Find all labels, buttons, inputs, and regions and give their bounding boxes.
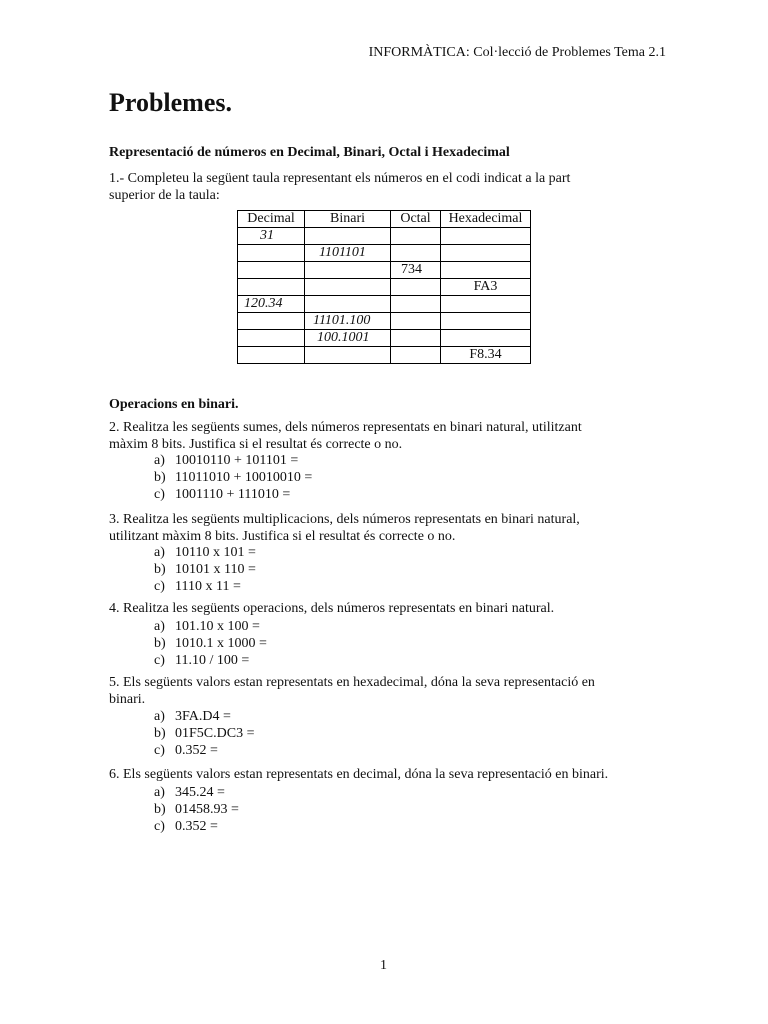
list-item bbox=[154, 818, 239, 835]
problem-1-line-2: superior de la taula: bbox=[109, 188, 220, 203]
column-header-octal: Octal bbox=[391, 211, 441, 228]
item-text: 01F5C.DC3 = bbox=[175, 726, 255, 741]
table-cell bbox=[391, 245, 441, 262]
list-item bbox=[154, 578, 256, 595]
conversion-table bbox=[237, 210, 531, 364]
item-label: c) bbox=[154, 579, 165, 594]
table-row bbox=[238, 313, 531, 330]
column-header-binari: Binari bbox=[305, 211, 391, 228]
table-cell bbox=[238, 279, 305, 296]
table-cell bbox=[305, 347, 391, 364]
table-cell bbox=[441, 313, 531, 330]
item-label: b) bbox=[154, 562, 166, 577]
table-cell bbox=[441, 245, 531, 262]
list-item bbox=[154, 561, 256, 578]
problem-3-line-2: utilitzant màxim 8 bits. Justifica si el resultat és correcte o no. bbox=[109, 529, 456, 544]
problem-5-line-1: 5. Els següents valors estan representats en hexadecimal, dóna la seva representació en bbox=[109, 675, 595, 690]
item-label: a) bbox=[154, 709, 165, 724]
table-cell bbox=[238, 313, 305, 330]
table-cell: 734 bbox=[391, 262, 441, 279]
item-text: 10110 x 101 = bbox=[175, 545, 256, 560]
item-text: 10101 x 110 = bbox=[175, 562, 256, 577]
item-text: 1010.1 x 1000 = bbox=[175, 636, 267, 651]
item-label: a) bbox=[154, 619, 165, 634]
item-text: 11011010 + 10010010 = bbox=[175, 470, 313, 485]
list-item bbox=[154, 618, 267, 635]
problem-2-line-2: màxim 8 bits. Justifica si el resultat és correcte o no. bbox=[109, 437, 403, 452]
problem-1-text bbox=[109, 170, 669, 204]
problem-1-line-1: 1.- Completeu la següent taula representant els números en el codi indicat a la part bbox=[109, 171, 571, 186]
list-item bbox=[154, 469, 312, 486]
table-cell bbox=[441, 228, 531, 245]
problem-4-items bbox=[154, 618, 267, 669]
item-label: c) bbox=[154, 743, 165, 758]
item-label: b) bbox=[154, 470, 166, 485]
list-item bbox=[154, 725, 254, 742]
problem-3-text bbox=[109, 511, 669, 545]
table-cell: 11101.100 bbox=[305, 313, 391, 330]
item-label: b) bbox=[154, 636, 166, 651]
problem-2-line-1: 2. Realitza les següents sumes, dels números representats en binari natural, utilitzant bbox=[109, 420, 582, 435]
table-cell bbox=[238, 245, 305, 262]
table-cell bbox=[391, 313, 441, 330]
problem-3-line-1: 3. Realitza les següents multiplicacions, dels números representats en binari natural, bbox=[109, 512, 580, 527]
table-cell bbox=[441, 330, 531, 347]
problem-5-items bbox=[154, 708, 254, 759]
item-label: a) bbox=[154, 545, 165, 560]
item-text: 1001110 + 111010 = bbox=[175, 487, 291, 502]
list-item bbox=[154, 486, 312, 503]
item-text: 0.352 = bbox=[175, 743, 218, 758]
list-item bbox=[154, 801, 239, 818]
problem-5-text bbox=[109, 674, 669, 708]
table-cell: 31 bbox=[238, 228, 305, 245]
page-header: INFORMÀTICA: Col·lecció de Problemes Tema 2.1 bbox=[368, 45, 666, 60]
item-text: 0.352 = bbox=[175, 819, 218, 834]
table-cell: 120.34 bbox=[238, 296, 305, 313]
list-item bbox=[154, 652, 267, 669]
table-cell bbox=[441, 296, 531, 313]
list-item bbox=[154, 452, 312, 469]
table-cell bbox=[391, 296, 441, 313]
table-cell: 100.1001 bbox=[305, 330, 391, 347]
problem-2-items bbox=[154, 452, 312, 503]
problem-2-text bbox=[109, 419, 669, 453]
table-cell bbox=[238, 330, 305, 347]
item-text: 3FA.D4 = bbox=[175, 709, 231, 724]
problem-5-line-2: binari. bbox=[109, 692, 146, 707]
table-header-row bbox=[238, 211, 531, 228]
table-cell bbox=[238, 262, 305, 279]
list-item bbox=[154, 708, 254, 725]
item-label: a) bbox=[154, 453, 165, 468]
table-cell bbox=[305, 262, 391, 279]
table-cell bbox=[305, 279, 391, 296]
section-heading-binary-operations: Operacions en binari. bbox=[109, 397, 239, 412]
table-cell bbox=[391, 347, 441, 364]
table-cell: 1101101 bbox=[305, 245, 391, 262]
table-cell bbox=[391, 330, 441, 347]
problem-4-line-1: 4. Realitza les següents operacions, dels números representats en binari natural. bbox=[109, 601, 555, 616]
list-item bbox=[154, 635, 267, 652]
column-header-hexadecimal: Hexadecimal bbox=[441, 211, 531, 228]
page-number: 1 bbox=[380, 958, 387, 973]
item-text: 101.10 x 100 = bbox=[175, 619, 260, 634]
section-heading-representation: Representació de números en Decimal, Binari, Octal i Hexadecimal bbox=[109, 145, 510, 160]
table-cell: F8.34 bbox=[441, 347, 531, 364]
item-label: c) bbox=[154, 653, 165, 668]
column-header-decimal: Decimal bbox=[238, 211, 305, 228]
item-label: c) bbox=[154, 487, 165, 502]
table-cell bbox=[238, 347, 305, 364]
item-text: 345.24 = bbox=[175, 785, 225, 800]
item-label: a) bbox=[154, 785, 165, 800]
page-title: Problemes. bbox=[109, 88, 232, 117]
table-row bbox=[238, 296, 531, 313]
problem-3-items bbox=[154, 544, 256, 595]
item-label: b) bbox=[154, 726, 166, 741]
table-cell bbox=[305, 228, 391, 245]
table-row bbox=[238, 245, 531, 262]
table-cell: FA3 bbox=[441, 279, 531, 296]
table-cell bbox=[391, 279, 441, 296]
table-cell bbox=[391, 228, 441, 245]
table-row bbox=[238, 330, 531, 347]
item-label: c) bbox=[154, 819, 165, 834]
problem-4-text bbox=[109, 600, 669, 617]
table-cell bbox=[441, 262, 531, 279]
table-row bbox=[238, 262, 531, 279]
list-item bbox=[154, 742, 254, 759]
item-text: 01458.93 = bbox=[175, 802, 239, 817]
list-item bbox=[154, 544, 256, 561]
table-row bbox=[238, 347, 531, 364]
list-item bbox=[154, 784, 239, 801]
item-text: 10010110 + 101101 = bbox=[175, 453, 299, 468]
table-row bbox=[238, 228, 531, 245]
item-label: b) bbox=[154, 802, 166, 817]
table-row bbox=[238, 279, 531, 296]
table-cell bbox=[305, 296, 391, 313]
problem-6-items bbox=[154, 784, 239, 835]
item-text: 11.10 / 100 = bbox=[175, 653, 250, 668]
problem-6-line-1: 6. Els següents valors estan representats en decimal, dóna la seva representació en binari. bbox=[109, 767, 609, 782]
item-text: 1110 x 11 = bbox=[175, 579, 241, 594]
problem-6-text bbox=[109, 766, 669, 783]
